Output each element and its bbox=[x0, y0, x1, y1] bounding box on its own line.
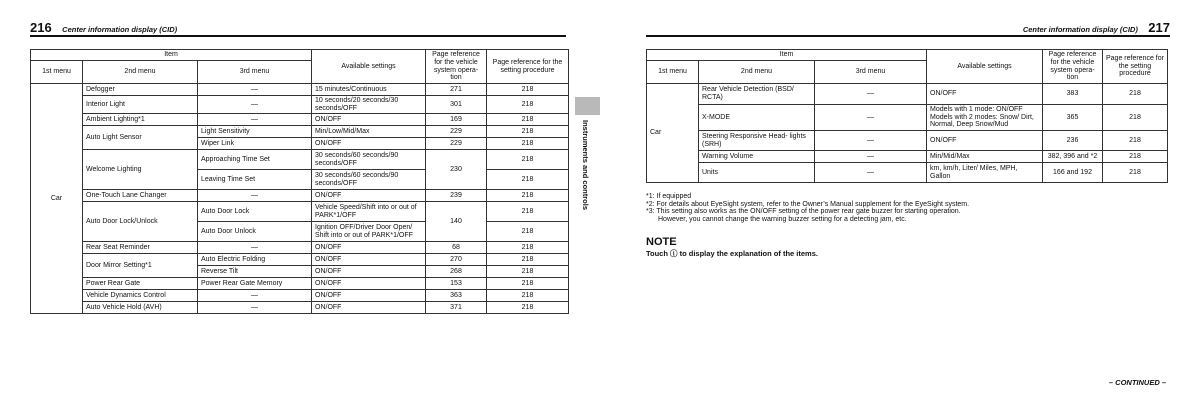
third-menu-cell: Light Sensitivity bbox=[198, 126, 312, 138]
settings-cell: 30 seconds/60 seconds/90 seconds/OFF bbox=[312, 150, 426, 170]
ref-vehicle-cell: 301 bbox=[426, 96, 487, 114]
settings-cell: ON/OFF bbox=[312, 254, 426, 266]
ref-vehicle-cell: 140 bbox=[426, 202, 487, 242]
ref-vehicle-cell: 239 bbox=[426, 190, 487, 202]
third-menu-cell: Leaving Time Set bbox=[198, 170, 312, 190]
second-menu-cell: X-MODE bbox=[699, 105, 815, 131]
settings-cell: Min/Low/Mid/Max bbox=[312, 126, 426, 138]
ref-vehicle-cell: 169 bbox=[426, 114, 487, 126]
second-menu-cell: Steering Responsive Head- lights (SRH) bbox=[699, 131, 815, 151]
ref-setting-cell: 218 bbox=[487, 278, 569, 290]
ref-vehicle-cell: 268 bbox=[426, 266, 487, 278]
settings-cell: ON/OFF bbox=[312, 266, 426, 278]
second-menu-cell: Defogger bbox=[83, 84, 198, 96]
second-menu-cell: Auto Door Lock/Unlock bbox=[83, 202, 198, 242]
ref-setting-cell: 218 bbox=[487, 202, 569, 222]
third-menu-cell: — bbox=[198, 302, 312, 314]
ref-vehicle-cell: 68 bbox=[426, 242, 487, 254]
ref-vehicle-cell: 229 bbox=[426, 138, 487, 150]
header-menu1: 1st menu bbox=[31, 61, 83, 84]
right-page bbox=[600, 0, 1200, 402]
settings-cell: ON/OFF bbox=[312, 138, 426, 150]
ref-setting-cell: 218 bbox=[487, 170, 569, 190]
second-menu-cell: Ambient Lighting*1 bbox=[83, 114, 198, 126]
footnote: However, you cannot change the warning buzzer setting for a detecting jam, etc. bbox=[658, 215, 907, 223]
page-number: 217 bbox=[1148, 20, 1170, 35]
header-rule bbox=[646, 35, 1170, 37]
third-menu-cell: Auto Door Unlock bbox=[198, 222, 312, 242]
settings-cell: Models with 1 mode: ON/OFF Models with 2 modes: Snow/ Dirt, Normal, Deep Snow/Mud bbox=[927, 105, 1043, 131]
header-menu2: 2nd menu bbox=[699, 61, 815, 84]
ref-setting-cell: 218 bbox=[1103, 84, 1168, 105]
page-title: Center information display (CID) bbox=[1022, 25, 1138, 34]
ref-setting-cell: 218 bbox=[487, 290, 569, 302]
second-menu-cell: Welcome Lighting bbox=[83, 150, 198, 190]
second-menu-cell: Auto Light Sensor bbox=[83, 126, 198, 150]
settings-cell: ON/OFF bbox=[312, 114, 426, 126]
header-settings: Available settings bbox=[927, 50, 1043, 84]
ref-vehicle-cell: 236 bbox=[1043, 131, 1103, 151]
settings-cell: Min/Mid/Max bbox=[927, 151, 1043, 163]
second-menu-cell: Rear Seat Reminder bbox=[83, 242, 198, 254]
settings-cell: ON/OFF bbox=[312, 290, 426, 302]
header-ref-setting: Page reference for the setting procedure bbox=[487, 50, 569, 84]
ref-vehicle-cell: 382, 396 and *2 bbox=[1043, 151, 1103, 163]
footnote: *3: This setting also works as the ON/OFF setting of the power rear gate buzzer for starting operation. bbox=[646, 208, 961, 216]
side-tab bbox=[575, 120, 600, 220]
third-menu-cell: — bbox=[815, 131, 927, 151]
third-menu-cell: — bbox=[198, 84, 312, 96]
second-menu-cell: Interior Light bbox=[83, 96, 198, 114]
header-ref-setting: Page reference for the setting procedure bbox=[1103, 50, 1168, 84]
header-menu3: 3rd menu bbox=[198, 61, 312, 84]
ref-setting-cell: 218 bbox=[487, 96, 569, 114]
ref-setting-cell: 218 bbox=[487, 254, 569, 266]
header-rule bbox=[30, 35, 566, 37]
second-menu-cell: Warning Volume bbox=[699, 151, 815, 163]
header-menu2: 2nd menu bbox=[83, 61, 198, 84]
ref-setting-cell: 218 bbox=[1103, 163, 1168, 183]
ref-vehicle-cell: 166 and 192 bbox=[1043, 163, 1103, 183]
ref-setting-cell: 218 bbox=[487, 126, 569, 138]
side-tab-label: Instruments and controls bbox=[581, 120, 590, 211]
settings-table bbox=[30, 49, 569, 314]
ref-vehicle-cell: 230 bbox=[426, 150, 487, 190]
second-menu-cell: Vehicle Dynamics Control bbox=[83, 290, 198, 302]
third-menu-cell: — bbox=[815, 105, 927, 131]
section-tab bbox=[575, 97, 600, 115]
footnote: *2: For details about EyeSight system, refer to the Owner’s Manual supplement for the EyeSight system. bbox=[646, 200, 970, 208]
second-menu-cell: One-Touch Lane Changer bbox=[83, 190, 198, 202]
ref-vehicle-cell: 371 bbox=[426, 302, 487, 314]
ref-setting-cell: 218 bbox=[487, 222, 569, 242]
page-number: 216 bbox=[30, 20, 52, 35]
settings-cell: ON/OFF bbox=[312, 302, 426, 314]
third-menu-cell: — bbox=[198, 190, 312, 202]
ref-setting-cell: 218 bbox=[487, 190, 569, 202]
third-menu-cell: — bbox=[198, 96, 312, 114]
settings-cell: ON/OFF bbox=[312, 242, 426, 254]
third-menu-cell: — bbox=[815, 84, 927, 105]
second-menu-cell: Door Mirror Setting*1 bbox=[83, 254, 198, 278]
left-page-header bbox=[30, 19, 177, 34]
header-menu1: 1st menu bbox=[647, 61, 699, 84]
third-menu-cell: Power Rear Gate Memory bbox=[198, 278, 312, 290]
third-menu-cell: — bbox=[815, 151, 927, 163]
settings-cell: ON/OFF bbox=[312, 278, 426, 290]
header-item: Item bbox=[31, 50, 312, 61]
settings-cell: 10 seconds/20 seconds/30 seconds/OFF bbox=[312, 96, 426, 114]
settings-cell: ON/OFF bbox=[927, 84, 1043, 105]
third-menu-cell: — bbox=[815, 163, 927, 183]
settings-cell: 15 minutes/Continuous bbox=[312, 84, 426, 96]
ref-vehicle-cell: 271 bbox=[426, 84, 487, 96]
footnotes bbox=[646, 193, 969, 223]
second-menu-cell: Rear Vehicle Detection (BSD/ RCTA) bbox=[699, 84, 815, 105]
ref-vehicle-cell: 153 bbox=[426, 278, 487, 290]
settings-cell: Ignition OFF/Driver Door Open/ Shift into or out of PARK*1/OFF bbox=[312, 222, 426, 242]
settings-cell: Vehicle Speed/Shift into or out of PARK*1/OFF bbox=[312, 202, 426, 222]
third-menu-cell: Reverse Tilt bbox=[198, 266, 312, 278]
third-menu-cell: Auto Door Lock bbox=[198, 202, 312, 222]
header-settings: Available settings bbox=[312, 50, 426, 84]
note-text: Touch ⓘ to display the explanation of the items. bbox=[646, 249, 818, 258]
ref-vehicle-cell: 363 bbox=[426, 290, 487, 302]
ref-setting-cell: 218 bbox=[487, 242, 569, 254]
third-menu-cell: — bbox=[198, 242, 312, 254]
third-menu-cell: Wiper Link bbox=[198, 138, 312, 150]
second-menu-cell: Units bbox=[699, 163, 815, 183]
ref-setting-cell: 218 bbox=[487, 266, 569, 278]
ref-vehicle-cell: 229 bbox=[426, 126, 487, 138]
ref-setting-cell: 218 bbox=[487, 84, 569, 96]
third-menu-cell: Approaching Time Set bbox=[198, 150, 312, 170]
second-menu-cell: Auto Vehicle Hold (AVH) bbox=[83, 302, 198, 314]
ref-setting-cell: 218 bbox=[1103, 151, 1168, 163]
settings-cell: ON/OFF bbox=[312, 190, 426, 202]
footnote: *1: If equipped bbox=[646, 193, 692, 200]
right-page-header bbox=[1023, 19, 1170, 34]
first-menu-cell: Car bbox=[647, 84, 699, 183]
ref-vehicle-cell: 365 bbox=[1043, 105, 1103, 131]
ref-setting-cell: 218 bbox=[487, 302, 569, 314]
note-heading: NOTE bbox=[646, 236, 677, 248]
third-menu-cell: — bbox=[198, 114, 312, 126]
page-title: Center information display (CID) bbox=[62, 25, 178, 34]
first-menu-cell: Car bbox=[31, 84, 83, 314]
ref-setting-cell: 218 bbox=[1103, 131, 1168, 151]
header-item: Item bbox=[647, 50, 927, 61]
continued-label: – CONTINUED – bbox=[1108, 378, 1166, 387]
header-ref-vehicle: Page reference for the vehicle system opera-tion bbox=[1043, 50, 1103, 84]
third-menu-cell: Auto Electric Folding bbox=[198, 254, 312, 266]
header-ref-vehicle: Page reference for the vehicle system opera-tion bbox=[426, 50, 487, 84]
settings-cell: km, km/h, Liter/ Miles, MPH, Gallon bbox=[927, 163, 1043, 183]
header-menu3: 3rd menu bbox=[815, 61, 927, 84]
ref-setting-cell: 218 bbox=[1103, 105, 1168, 131]
second-menu-cell: Power Rear Gate bbox=[83, 278, 198, 290]
ref-setting-cell: 218 bbox=[487, 138, 569, 150]
ref-vehicle-cell: 270 bbox=[426, 254, 487, 266]
ref-vehicle-cell: 383 bbox=[1043, 84, 1103, 105]
ref-setting-cell: 218 bbox=[487, 114, 569, 126]
settings-table bbox=[646, 49, 1168, 183]
third-menu-cell: — bbox=[198, 290, 312, 302]
settings-cell: 30 seconds/60 seconds/90 seconds/OFF bbox=[312, 170, 426, 190]
ref-setting-cell: 218 bbox=[487, 150, 569, 170]
settings-cell: ON/OFF bbox=[927, 131, 1043, 151]
